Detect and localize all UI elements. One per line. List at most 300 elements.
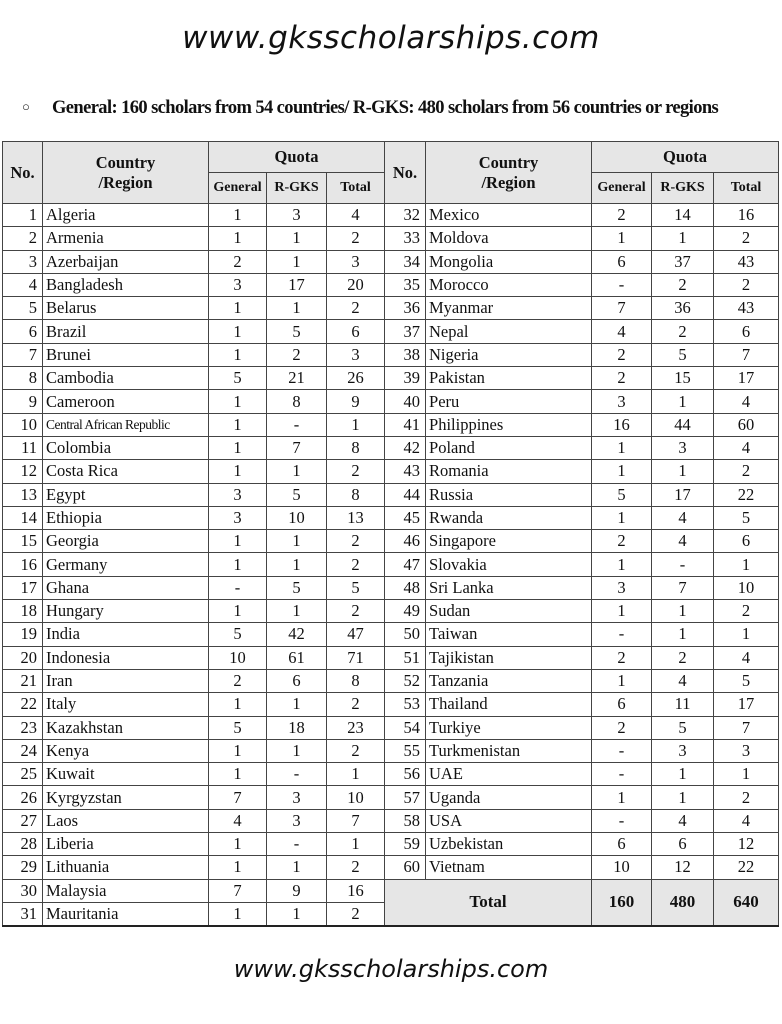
table-row xyxy=(3,833,779,856)
country-name: Taiwan xyxy=(426,623,592,646)
table-row xyxy=(3,856,779,879)
quota-general: 1 xyxy=(592,460,652,483)
row-number: 18 xyxy=(3,600,43,623)
country-name: Cambodia xyxy=(43,367,209,390)
quota-general: 1 xyxy=(209,390,267,413)
table-row xyxy=(3,739,779,762)
country-name: Egypt xyxy=(43,483,209,506)
row-number: 27 xyxy=(3,809,43,832)
row-number: 33 xyxy=(385,227,426,250)
quota-total: 7 xyxy=(714,343,779,366)
header-no-right: No. xyxy=(385,142,426,204)
quota-rgks: - xyxy=(267,833,327,856)
quota-rgks: 1 xyxy=(652,227,714,250)
heading-text: General: 160 scholars from 54 countries/ R-GKS: 480 scholars from 56 countries or regions xyxy=(52,98,719,118)
country-name: India xyxy=(43,623,209,646)
table-row xyxy=(3,390,779,413)
quota-total: 5 xyxy=(714,506,779,529)
quota-total: 2 xyxy=(327,530,385,553)
row-number: 22 xyxy=(3,693,43,716)
quota-general: - xyxy=(592,739,652,762)
country-name: Tanzania xyxy=(426,669,592,692)
table-row xyxy=(3,506,779,529)
row-number: 8 xyxy=(3,367,43,390)
quota-general: 1 xyxy=(209,460,267,483)
quota-rgks: 5 xyxy=(652,343,714,366)
quota-rgks: 1 xyxy=(267,297,327,320)
row-number: 26 xyxy=(3,786,43,809)
quota-total: 22 xyxy=(714,856,779,879)
quota-total: 2 xyxy=(714,460,779,483)
country-name: Armenia xyxy=(43,227,209,250)
country-name: Cameroon xyxy=(43,390,209,413)
quota-general: 1 xyxy=(209,227,267,250)
quota-total: 2 xyxy=(327,460,385,483)
grand-total-rgks: 480 xyxy=(652,879,714,926)
quota-total: 71 xyxy=(327,646,385,669)
quota-total: 5 xyxy=(714,669,779,692)
row-number: 20 xyxy=(3,646,43,669)
header-country-right: Country /Region xyxy=(426,142,592,204)
row-number: 3 xyxy=(3,250,43,273)
quota-general: 5 xyxy=(592,483,652,506)
quota-rgks: 1 xyxy=(267,553,327,576)
quota-total: 2 xyxy=(714,227,779,250)
country-name: Lithuania xyxy=(43,856,209,879)
quota-rgks: 1 xyxy=(267,693,327,716)
quota-rgks: 37 xyxy=(652,250,714,273)
quota-general: 2 xyxy=(592,716,652,739)
table-row xyxy=(3,576,779,599)
header-rgks-left: R-GKS xyxy=(267,173,327,204)
quota-total: 5 xyxy=(327,576,385,599)
country-name: Bangladesh xyxy=(43,273,209,296)
row-number: 52 xyxy=(385,669,426,692)
country-name: Uganda xyxy=(426,786,592,809)
quota-rgks: 1 xyxy=(652,763,714,786)
quota-total: 4 xyxy=(327,204,385,227)
country-name: Brazil xyxy=(43,320,209,343)
quota-general: 3 xyxy=(209,483,267,506)
quota-total: 3 xyxy=(327,343,385,366)
row-number: 37 xyxy=(385,320,426,343)
header-total-right: Total xyxy=(714,173,779,204)
quota-total: 2 xyxy=(327,553,385,576)
quota-rgks: 44 xyxy=(652,413,714,436)
quota-rgks: 3 xyxy=(267,204,327,227)
quota-total: 2 xyxy=(327,297,385,320)
quota-total: 2 xyxy=(327,600,385,623)
quota-rgks: 7 xyxy=(652,576,714,599)
row-number: 45 xyxy=(385,506,426,529)
quota-general: 3 xyxy=(209,273,267,296)
country-name: Colombia xyxy=(43,436,209,459)
row-number: 44 xyxy=(385,483,426,506)
country-name: Liberia xyxy=(43,833,209,856)
quota-total: 4 xyxy=(714,390,779,413)
table-row xyxy=(3,553,779,576)
quota-total: 2 xyxy=(327,902,385,926)
table-row xyxy=(3,716,779,739)
quota-rgks: 3 xyxy=(652,739,714,762)
quota-total: 4 xyxy=(714,809,779,832)
country-name: Georgia xyxy=(43,530,209,553)
row-number: 47 xyxy=(385,553,426,576)
country-name: Ethiopia xyxy=(43,506,209,529)
quota-general: - xyxy=(592,809,652,832)
quota-rgks: 61 xyxy=(267,646,327,669)
quota-general: 1 xyxy=(209,204,267,227)
quota-total: 16 xyxy=(327,879,385,902)
table-row xyxy=(3,646,779,669)
table-row xyxy=(3,600,779,623)
quota-general: 10 xyxy=(592,856,652,879)
quota-rgks: 3 xyxy=(267,809,327,832)
row-number: 16 xyxy=(3,553,43,576)
row-number: 35 xyxy=(385,273,426,296)
row-number: 56 xyxy=(385,763,426,786)
quota-general: 3 xyxy=(209,506,267,529)
table-row xyxy=(3,763,779,786)
country-name: USA xyxy=(426,809,592,832)
quota-total: 1 xyxy=(714,553,779,576)
row-number: 10 xyxy=(3,413,43,436)
quota-total: 2 xyxy=(714,600,779,623)
quota-rgks: 7 xyxy=(267,436,327,459)
country-name: Costa Rica xyxy=(43,460,209,483)
quota-general: 4 xyxy=(209,809,267,832)
row-number: 15 xyxy=(3,530,43,553)
row-number: 23 xyxy=(3,716,43,739)
country-name: Belarus xyxy=(43,297,209,320)
table-row xyxy=(3,530,779,553)
table-row xyxy=(3,693,779,716)
quota-total: 2 xyxy=(714,786,779,809)
row-number: 36 xyxy=(385,297,426,320)
row-number: 17 xyxy=(3,576,43,599)
quota-rgks: 1 xyxy=(652,460,714,483)
quota-rgks: 1 xyxy=(267,739,327,762)
country-name: Vietnam xyxy=(426,856,592,879)
quota-general: 2 xyxy=(209,669,267,692)
quota-rgks: 1 xyxy=(267,460,327,483)
country-name: Mauritania xyxy=(43,902,209,926)
quota-general: 2 xyxy=(592,204,652,227)
quota-total: 1 xyxy=(327,763,385,786)
quota-rgks: 18 xyxy=(267,716,327,739)
table-row xyxy=(3,250,779,273)
country-name: Iran xyxy=(43,669,209,692)
quota-rgks: 11 xyxy=(652,693,714,716)
quota-total: 17 xyxy=(714,693,779,716)
quota-general: 6 xyxy=(592,250,652,273)
quota-total: 47 xyxy=(327,623,385,646)
quota-rgks: 8 xyxy=(267,390,327,413)
row-number: 31 xyxy=(3,902,43,926)
row-number: 11 xyxy=(3,436,43,459)
quota-general: 1 xyxy=(592,553,652,576)
quota-general: 1 xyxy=(209,902,267,926)
quota-rgks: 1 xyxy=(267,902,327,926)
country-name: Mexico xyxy=(426,204,592,227)
row-number: 25 xyxy=(3,763,43,786)
row-number: 4 xyxy=(3,273,43,296)
country-name: Mongolia xyxy=(426,250,592,273)
row-number: 2 xyxy=(3,227,43,250)
quota-rgks: 9 xyxy=(267,879,327,902)
quota-total: 4 xyxy=(714,646,779,669)
country-name: Thailand xyxy=(426,693,592,716)
row-number: 28 xyxy=(3,833,43,856)
quota-rgks: 2 xyxy=(267,343,327,366)
row-number: 53 xyxy=(385,693,426,716)
row-number: 59 xyxy=(385,833,426,856)
quota-total: 22 xyxy=(714,483,779,506)
quota-total: 6 xyxy=(714,530,779,553)
quota-general: 6 xyxy=(592,833,652,856)
row-number: 41 xyxy=(385,413,426,436)
quota-rgks: 6 xyxy=(267,669,327,692)
quota-rgks: 1 xyxy=(267,250,327,273)
quota-rgks: 4 xyxy=(652,669,714,692)
row-number: 6 xyxy=(3,320,43,343)
quota-rgks: 4 xyxy=(652,809,714,832)
quota-general: 2 xyxy=(592,367,652,390)
table-row xyxy=(3,460,779,483)
country-name: Kyrgyzstan xyxy=(43,786,209,809)
row-number: 42 xyxy=(385,436,426,459)
header-no-left: No. xyxy=(3,142,43,204)
country-name: Romania xyxy=(426,460,592,483)
row-number: 13 xyxy=(3,483,43,506)
quota-rgks: 1 xyxy=(652,600,714,623)
quota-general: 1 xyxy=(592,669,652,692)
quota-total: 2 xyxy=(327,693,385,716)
row-number: 57 xyxy=(385,786,426,809)
quota-rgks: 2 xyxy=(652,273,714,296)
row-number: 60 xyxy=(385,856,426,879)
quota-general: 1 xyxy=(209,693,267,716)
quota-total: 4 xyxy=(714,436,779,459)
quota-general: 3 xyxy=(592,390,652,413)
quota-total: 1 xyxy=(714,623,779,646)
header-general-left: General xyxy=(209,173,267,204)
row-number: 24 xyxy=(3,739,43,762)
quota-rgks: 12 xyxy=(652,856,714,879)
watermark-bottom: www.gksscholarships.com xyxy=(233,955,549,983)
quota-rgks: 17 xyxy=(267,273,327,296)
country-name: Hungary xyxy=(43,600,209,623)
quota-general: 1 xyxy=(209,856,267,879)
quota-rgks: 2 xyxy=(652,646,714,669)
quota-rgks: 4 xyxy=(652,530,714,553)
row-number: 9 xyxy=(3,390,43,413)
quota-general: 1 xyxy=(592,600,652,623)
country-name: Turkiye xyxy=(426,716,592,739)
country-name: Sudan xyxy=(426,600,592,623)
quota-general: 1 xyxy=(209,436,267,459)
quota-rgks: 36 xyxy=(652,297,714,320)
table-row xyxy=(3,623,779,646)
quota-total: 20 xyxy=(327,273,385,296)
country-name: Algeria xyxy=(43,204,209,227)
quota-total: 2 xyxy=(714,273,779,296)
country-name: UAE xyxy=(426,763,592,786)
quota-rgks: 1 xyxy=(652,786,714,809)
country-name: Sri Lanka xyxy=(426,576,592,599)
quota-general: 1 xyxy=(209,763,267,786)
quota-total: 2 xyxy=(327,739,385,762)
table-row xyxy=(3,204,779,227)
row-number: 21 xyxy=(3,669,43,692)
row-number: 34 xyxy=(385,250,426,273)
quota-total: 13 xyxy=(327,506,385,529)
grand-total-general: 160 xyxy=(592,879,652,926)
quota-rgks: 5 xyxy=(267,483,327,506)
quota-total: 6 xyxy=(714,320,779,343)
quota-rgks: 5 xyxy=(652,716,714,739)
quota-rgks: 42 xyxy=(267,623,327,646)
quota-total: 1 xyxy=(714,763,779,786)
country-name: Ghana xyxy=(43,576,209,599)
header-rgks-right: R-GKS xyxy=(652,173,714,204)
country-name: Singapore xyxy=(426,530,592,553)
country-name: Azerbaijan xyxy=(43,250,209,273)
quota-total: 16 xyxy=(714,204,779,227)
country-name: Kuwait xyxy=(43,763,209,786)
header-quota-right: Quota xyxy=(592,142,779,173)
quota-rgks: - xyxy=(267,413,327,436)
quota-general: 1 xyxy=(209,413,267,436)
quota-total: 43 xyxy=(714,250,779,273)
quota-rgks: 1 xyxy=(267,227,327,250)
quota-general: 2 xyxy=(209,250,267,273)
quota-rgks: 5 xyxy=(267,320,327,343)
quota-rgks: - xyxy=(652,553,714,576)
quota-general: - xyxy=(592,763,652,786)
row-number: 39 xyxy=(385,367,426,390)
quota-general: 7 xyxy=(209,879,267,902)
quota-total: 1 xyxy=(327,833,385,856)
table-row xyxy=(3,297,779,320)
quota-total: 12 xyxy=(714,833,779,856)
quota-general: 2 xyxy=(592,530,652,553)
quota-total: 17 xyxy=(714,367,779,390)
quota-general: 4 xyxy=(592,320,652,343)
table-row xyxy=(3,413,779,436)
quota-rgks: 14 xyxy=(652,204,714,227)
quota-total: 60 xyxy=(714,413,779,436)
section-heading xyxy=(22,98,782,119)
quota-general: 2 xyxy=(592,343,652,366)
quota-total: 7 xyxy=(327,809,385,832)
quota-total: 23 xyxy=(327,716,385,739)
country-name: Kazakhstan xyxy=(43,716,209,739)
table-row xyxy=(3,483,779,506)
country-name: Philippines xyxy=(426,413,592,436)
quota-general: - xyxy=(592,623,652,646)
quota-total: 10 xyxy=(327,786,385,809)
country-name: Moldova xyxy=(426,227,592,250)
country-name: Turkmenistan xyxy=(426,739,592,762)
quota-general: 1 xyxy=(592,436,652,459)
row-number: 32 xyxy=(385,204,426,227)
quota-general: 1 xyxy=(209,297,267,320)
quota-general: 5 xyxy=(209,716,267,739)
row-number: 54 xyxy=(385,716,426,739)
country-name: Slovakia xyxy=(426,553,592,576)
quota-general: 1 xyxy=(209,553,267,576)
quota-rgks: 1 xyxy=(267,856,327,879)
row-number: 46 xyxy=(385,530,426,553)
row-number: 19 xyxy=(3,623,43,646)
quota-total: 3 xyxy=(327,250,385,273)
country-name: Germany xyxy=(43,553,209,576)
header-total-left: Total xyxy=(327,173,385,204)
row-number: 43 xyxy=(385,460,426,483)
row-number: 58 xyxy=(385,809,426,832)
total-label: Total xyxy=(385,879,592,926)
table-row xyxy=(3,227,779,250)
quota-rgks: 21 xyxy=(267,367,327,390)
quota-total: 10 xyxy=(714,576,779,599)
quota-total: 9 xyxy=(327,390,385,413)
quota-rgks: 1 xyxy=(652,623,714,646)
quota-general: 6 xyxy=(592,693,652,716)
country-name: Poland xyxy=(426,436,592,459)
country-name: Italy xyxy=(43,693,209,716)
quota-general: 1 xyxy=(209,343,267,366)
quota-total: 6 xyxy=(327,320,385,343)
country-name: Malaysia xyxy=(43,879,209,902)
country-name: Kenya xyxy=(43,739,209,762)
row-number: 50 xyxy=(385,623,426,646)
country-name: Russia xyxy=(426,483,592,506)
country-name: Central African Republic xyxy=(43,413,209,436)
quota-rgks: - xyxy=(267,763,327,786)
country-name: Indonesia xyxy=(43,646,209,669)
quota-total: 2 xyxy=(327,856,385,879)
row-number: 55 xyxy=(385,739,426,762)
quota-rgks: 10 xyxy=(267,506,327,529)
scholarship-quota-table xyxy=(2,141,779,927)
header-general-right: General xyxy=(592,173,652,204)
quota-rgks: 1 xyxy=(267,530,327,553)
quota-general: 1 xyxy=(592,786,652,809)
row-number: 29 xyxy=(3,856,43,879)
row-number: 49 xyxy=(385,600,426,623)
country-name: Rwanda xyxy=(426,506,592,529)
table-row xyxy=(3,669,779,692)
table-row xyxy=(3,343,779,366)
quota-rgks: 1 xyxy=(267,600,327,623)
row-number: 40 xyxy=(385,390,426,413)
quota-general: 1 xyxy=(209,530,267,553)
country-name: Morocco xyxy=(426,273,592,296)
quota-total: 7 xyxy=(714,716,779,739)
quota-general: 16 xyxy=(592,413,652,436)
quota-total: 43 xyxy=(714,297,779,320)
quota-general: 2 xyxy=(592,646,652,669)
table-row xyxy=(3,786,779,809)
quota-general: 1 xyxy=(209,600,267,623)
quota-total: 8 xyxy=(327,669,385,692)
quota-general: 1 xyxy=(209,739,267,762)
quota-total: 8 xyxy=(327,436,385,459)
country-name: Myanmar xyxy=(426,297,592,320)
row-number: 38 xyxy=(385,343,426,366)
quota-total: 3 xyxy=(714,739,779,762)
